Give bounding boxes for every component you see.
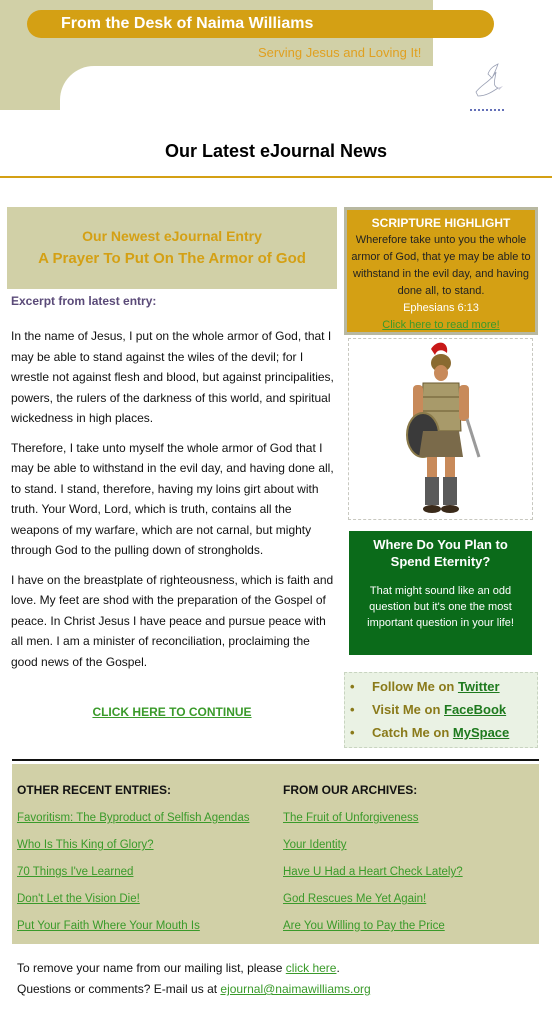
twitter-link[interactable]: Twitter bbox=[457, 679, 500, 694]
social-prefix: Catch Me on bbox=[372, 725, 453, 740]
social-prefix: Visit Me on bbox=[372, 702, 444, 717]
scripture-highlight-box bbox=[344, 207, 538, 335]
recent-entry-link[interactable]: Don't Let the Vision Die! bbox=[17, 893, 140, 905]
recent-entry-link[interactable]: Put Your Faith Where Your Mouth Is bbox=[17, 920, 200, 932]
social-links bbox=[344, 672, 538, 748]
archives-heading: FROM OUR ARCHIVES: bbox=[283, 783, 418, 797]
bullet-icon: • bbox=[350, 702, 355, 717]
social-item-facebook bbox=[345, 701, 537, 724]
unsubscribe-text: To remove your name from our mailing list, please bbox=[17, 961, 286, 975]
continue-link[interactable]: CLICK HERE TO CONTINUE bbox=[92, 705, 252, 719]
excerpt-paragraph: In the name of Jesus, I put on the whole armor of God, that I may be able to stand against the wiles of the devil; for I wrestle not against flesh and blood, but against principalities, powers, the rulers of the darkness of this world, and spiritual wickedness in high places. bbox=[11, 329, 334, 425]
header-tagline: Serving Jesus and Loving It! bbox=[258, 45, 422, 60]
scripture-read-more-link[interactable]: Click here to read more! bbox=[382, 319, 500, 331]
excerpt-body bbox=[11, 326, 334, 681]
header-notch bbox=[60, 66, 440, 116]
archive-entry-link[interactable]: Have U Had a Heart Check Lately? bbox=[283, 866, 463, 878]
scripture-verse: Wherefore take unto you the whole armor of God, that ye may be able to withstand in the evil day, and having done all, to stand. bbox=[351, 234, 531, 297]
excerpt-paragraph: Therefore, I take unto myself the whole armor of God that I may be able to withstand in the evil day, and having done all, to stand. I stand, therefore, having my loins girt about with truth. Your Word, Lord, which is truth, contains all the weapons of my warfare, which are not carnal, but mighty through God to the pulling down of strongholds. bbox=[11, 440, 334, 557]
social-item-myspace bbox=[345, 724, 537, 747]
header-title: From the Desk of Naima Williams bbox=[27, 10, 494, 38]
unsubscribe-suffix: . bbox=[336, 961, 340, 975]
recent-entries-heading: OTHER RECENT ENTRIES: bbox=[17, 783, 172, 797]
newest-entry-box bbox=[7, 207, 337, 289]
footer bbox=[17, 958, 371, 1000]
recent-entry-link[interactable]: 70 Things I've Learned bbox=[17, 866, 134, 878]
contact-text: Questions or comments? E-mail us at bbox=[17, 982, 221, 996]
archive-entry-link[interactable]: Are You Willing to Pay the Price bbox=[283, 920, 445, 932]
entries-box bbox=[12, 764, 539, 944]
unsubscribe-link[interactable]: click here bbox=[285, 961, 337, 975]
recent-entries-list bbox=[17, 812, 249, 947]
recent-entry-link[interactable]: Favoritism: The Byproduct of Selfish Agendas bbox=[17, 812, 250, 824]
scripture-reference: Ephesians 6:13 bbox=[403, 302, 479, 314]
newest-entry-title[interactable]: A Prayer To Put On The Armor of God bbox=[38, 250, 306, 267]
unsubscribe-line bbox=[17, 958, 371, 979]
news-title: Our Latest eJournal News bbox=[164, 141, 388, 161]
dove-icon bbox=[468, 62, 508, 114]
bottom-divider bbox=[12, 759, 539, 761]
excerpt-label: Excerpt from latest entry: bbox=[11, 294, 157, 308]
archives-list bbox=[283, 812, 463, 947]
archive-entry-link[interactable]: God Rescues Me Yet Again! bbox=[283, 893, 427, 905]
social-prefix: Follow Me on bbox=[372, 679, 458, 694]
soldier-image-box bbox=[348, 338, 533, 520]
roman-soldier-image bbox=[349, 339, 534, 521]
archive-entry-link[interactable]: Your Identity bbox=[283, 839, 347, 851]
bullet-icon: • bbox=[350, 679, 355, 694]
scripture-heading: SCRIPTURE HIGHLIGHT bbox=[371, 216, 511, 230]
eternity-title: Where Do You Plan to Spend Eternity? bbox=[373, 537, 508, 569]
recent-entry-link[interactable]: Who Is This King of Glory? bbox=[17, 839, 154, 851]
header-divider bbox=[0, 176, 552, 178]
social-item-twitter bbox=[345, 678, 537, 701]
myspace-link[interactable]: MySpace bbox=[452, 725, 510, 740]
archive-entry-link[interactable]: The Fruit of Unforgiveness bbox=[283, 812, 419, 824]
contact-line bbox=[17, 979, 371, 1000]
email-link[interactable]: ejournal@naimawilliams.org bbox=[220, 982, 371, 996]
bullet-icon: • bbox=[350, 725, 355, 740]
excerpt-paragraph: I have on the breastplate of righteousness, which is faith and love. My feet are shod with the preparation of the Gospel of peace. In Christ Jesus I have peace and pursue peace with all men. I am a minister of reconciliation, proclaiming the good news of the Gospel. bbox=[11, 572, 334, 669]
eternity-box bbox=[349, 531, 532, 655]
facebook-link[interactable]: FaceBook bbox=[444, 702, 507, 717]
eternity-text: That might sound like an odd question but it's one the most important question in your life! bbox=[367, 585, 514, 629]
newest-entry-label: Our Newest eJournal Entry bbox=[82, 228, 262, 244]
